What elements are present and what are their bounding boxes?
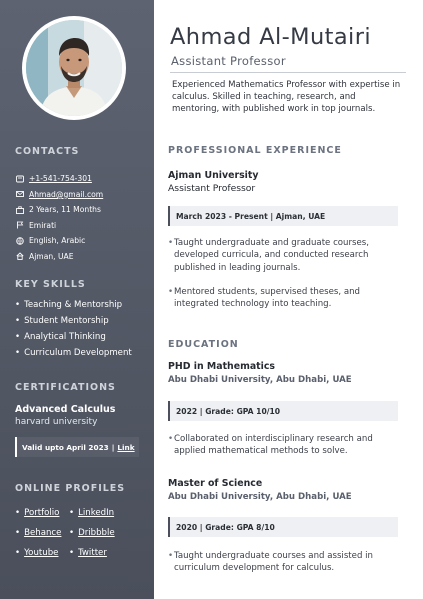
portfolio-link[interactable]: Portfolio [24, 508, 60, 518]
profile-photo [26, 20, 122, 116]
experience-organization: Ajman University [168, 170, 259, 181]
education-degree: Master of Science [168, 478, 263, 489]
education-bullet: • Collaborated on interdisciplinary research and applied mathematical methods to solve. [168, 433, 394, 458]
nationality-icon [15, 221, 24, 230]
education-bullet: • Taught undergraduate courses and assisted in curriculum development for calculus. [168, 550, 394, 575]
contact-experience-text: 2 Years, 11 Months [29, 205, 101, 215]
profile-link-twitter [69, 548, 123, 568]
contact-email[interactable] [15, 187, 103, 203]
profile-link-behance [15, 528, 69, 548]
online-profiles-list [15, 508, 150, 568]
profile-summary: Experienced Mathematics Professor with expertise in calculus. Skilled in teaching, research, and mentoring, with published work in top journals. [172, 80, 401, 115]
location-icon [15, 252, 24, 261]
experience-title: Assistant Professor [168, 183, 256, 194]
education-grade-tag: 2020 | Grade: GPA 8/10 [168, 517, 398, 537]
contact-languages [15, 233, 103, 249]
linkedin-link[interactable]: LinkedIn [78, 508, 115, 518]
language-icon [15, 236, 24, 245]
email-icon [15, 190, 24, 199]
education-heading: EDUCATION [168, 339, 239, 350]
contact-nationality [15, 218, 103, 234]
profile-link-linkedin [69, 508, 123, 528]
certification-separator: | [111, 442, 115, 452]
contact-location [15, 249, 103, 265]
contact-phone[interactable] [15, 171, 103, 187]
person-role: Assistant Professor [171, 54, 286, 68]
contact-languages-text: English, Arabic [29, 236, 86, 246]
certification-link[interactable]: Link [117, 442, 135, 452]
certifications-heading: CERTIFICATIONS [15, 382, 116, 393]
behance-link[interactable]: Behance [24, 528, 62, 538]
contact-location-text: Ajman, UAE [29, 251, 74, 261]
online-profiles-heading: ONLINE PROFILES [15, 483, 126, 494]
youtube-link[interactable]: Youtube [24, 548, 59, 558]
education-degree: PHD in Mathematics [168, 361, 276, 372]
certification-validity: Valid upto April 2023 [22, 442, 109, 452]
profiles-row [15, 508, 150, 528]
profile-link-portfolio [15, 508, 69, 528]
contacts-list [15, 171, 103, 264]
key-skills-heading: KEY SKILLS [15, 279, 86, 290]
briefcase-icon [15, 205, 24, 214]
skill-item: • Student Mentorship [15, 316, 132, 332]
education-school: Abu Dhabi University, Abu Dhabi, UAE [168, 492, 352, 502]
profile-link-dribbble [69, 528, 123, 548]
experience-date-tag: March 2023 - Present | Ajman, UAE [168, 206, 398, 226]
sidebar [0, 0, 154, 599]
skill-item: • Analytical Thinking [15, 332, 132, 348]
experience-bullet: • Mentored students, supervised theses, and integrated technology into teaching. [168, 286, 394, 311]
phone-icon [15, 174, 24, 183]
contact-nationality-text: Emirati [29, 220, 57, 230]
experience-heading: PROFESSIONAL EXPERIENCE [168, 145, 342, 156]
profile-link-youtube [15, 548, 69, 568]
dribbble-link[interactable]: Dribbble [78, 528, 115, 538]
key-skills-list [15, 300, 132, 364]
certification-validity-box [15, 437, 139, 457]
person-name: Ahmad Al-Mutairi [170, 24, 371, 50]
education-school: Abu Dhabi University, Abu Dhabi, UAE [168, 375, 352, 385]
contact-experience [15, 202, 103, 218]
contact-email-text[interactable]: Ahmad@gmail.com [29, 189, 104, 199]
profile-photo-frame [22, 16, 126, 120]
twitter-link[interactable]: Twitter [78, 548, 107, 558]
skill-item: • Curriculum Development [15, 348, 132, 364]
profiles-row [15, 548, 150, 568]
contacts-heading: CONTACTS [15, 146, 80, 157]
certification-title: Advanced Calculus [15, 404, 116, 415]
experience-bullet: • Taught undergraduate and graduate courses, developed curricula, and conducted research published in leading journals. [168, 237, 394, 274]
contact-phone-text[interactable]: +1-541-754-301 [29, 174, 92, 184]
education-grade-tag: 2022 | Grade: GPA 10/10 [168, 401, 398, 421]
certification-issuer: harvard university [15, 417, 98, 427]
header-divider [170, 72, 406, 73]
skill-item: • Teaching & Mentorship [15, 300, 132, 316]
profiles-row [15, 528, 150, 548]
